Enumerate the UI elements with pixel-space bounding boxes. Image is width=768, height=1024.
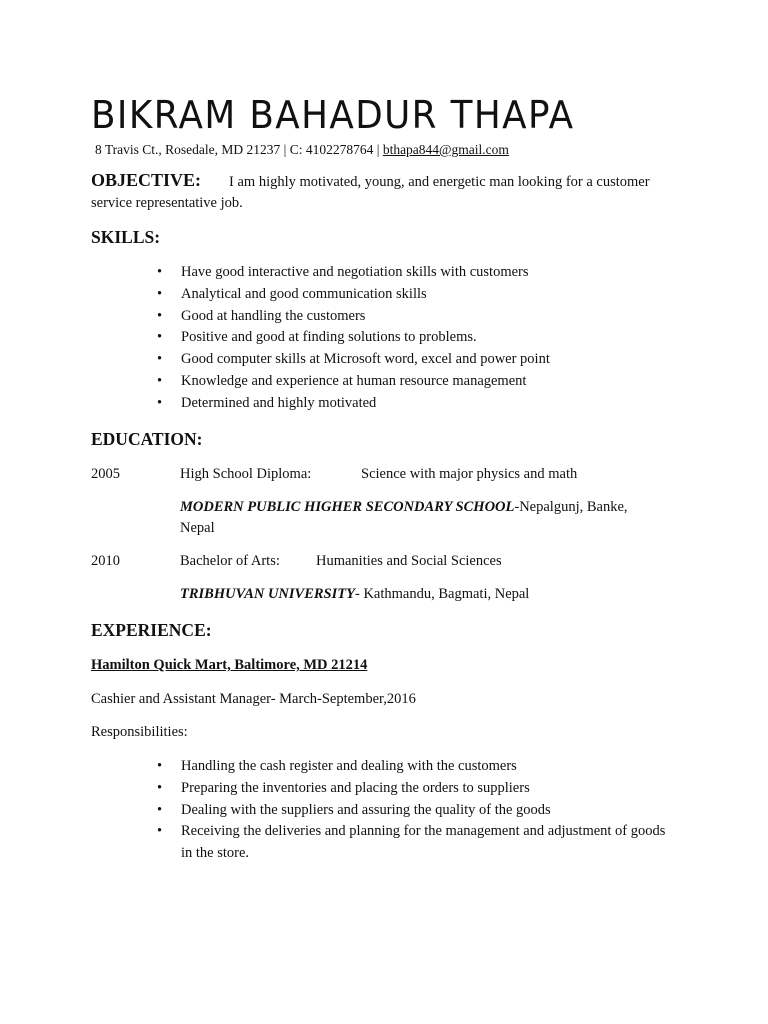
education-year: 2005 <box>91 466 120 482</box>
bullet-icon: • <box>157 372 163 389</box>
skill-text: Positive and good at finding solutions to problems. <box>181 329 477 346</box>
responsibility-text: Receiving the deliveries and planning for the management and adjustment of goods in the store. <box>181 823 666 862</box>
objective-section <box>91 170 651 214</box>
list-item <box>155 327 550 349</box>
bullet-icon: • <box>157 285 163 302</box>
education-degree: High School Diploma: <box>180 466 312 482</box>
skill-text: Determined and highly motivated <box>181 394 377 411</box>
responsibility-text: Preparing the inventories and placing the orders to suppliers <box>181 779 530 796</box>
list-item <box>155 349 550 371</box>
list-item <box>155 371 550 393</box>
school-name: MODERN PUBLIC HIGHER SECONDARY SCHOOL <box>180 499 515 515</box>
bullet-icon: • <box>157 823 163 840</box>
list-item <box>155 306 550 328</box>
list-item <box>155 284 550 306</box>
separator: | <box>283 142 287 157</box>
list-item <box>155 821 666 865</box>
school-location: - Kathmandu, Bagmati, Nepal <box>354 586 530 602</box>
education-school <box>180 497 660 539</box>
email-link[interactable]: bthapa844@gmail.com <box>382 142 509 157</box>
experience-heading: EXPERIENCE: <box>91 620 212 640</box>
list-item <box>155 756 666 778</box>
bullet-icon: • <box>157 351 163 368</box>
responsibility-text: Handling the cash register and dealing with the customers <box>181 758 517 774</box>
education-degree: Bachelor of Arts: <box>180 553 280 569</box>
bullet-icon: • <box>157 758 163 774</box>
education-field: Science with major physics and math <box>361 466 578 482</box>
responsibility-text: Dealing with the suppliers and assuring the quality of the goods <box>181 801 551 818</box>
education-field: Humanities and Social Sciences <box>316 553 502 569</box>
bullet-icon: • <box>157 307 163 324</box>
objective-heading: OBJECTIVE: <box>91 170 202 190</box>
responsibilities-list <box>155 756 666 865</box>
contact-line <box>95 141 509 158</box>
candidate-name: BIKRAM BAHADUR THAPA <box>91 93 575 137</box>
education-school <box>180 584 660 605</box>
skills-heading: SKILLS: <box>91 227 161 247</box>
list-item <box>155 262 550 284</box>
employer-name: Hamilton Quick Mart, Baltimore, MD 21214 <box>91 657 368 673</box>
bullet-icon: • <box>157 394 163 411</box>
list-item <box>155 778 666 800</box>
school-location: -Nepalgunj, Banke, Nepal <box>180 499 628 536</box>
address: 8 Travis Ct., Rosedale, MD 21237 <box>95 142 281 157</box>
skill-text: Good at handling the customers <box>181 307 366 324</box>
bullet-icon: • <box>157 801 163 818</box>
school-name: TRIBHUVAN UNIVERSITY <box>180 586 355 602</box>
skill-text: Have good interactive and negotiation skills with customers <box>181 264 529 280</box>
skills-list <box>155 262 550 415</box>
list-item <box>155 393 550 415</box>
education-year: 2010 <box>91 553 120 569</box>
list-item <box>155 800 666 822</box>
bullet-icon: • <box>157 329 163 346</box>
skill-text: Knowledge and experience at human resource management <box>181 372 527 389</box>
phone: C: 4102278764 <box>289 142 374 157</box>
separator: | <box>376 142 380 157</box>
skill-text: Analytical and good communication skills <box>181 285 427 302</box>
objective-text: I am highly motivated, young, and energetic man looking for a customer service representative job. <box>91 174 650 211</box>
education-heading: EDUCATION: <box>91 429 203 449</box>
job-position: Cashier and Assistant Manager- March-September,2016 <box>91 691 416 707</box>
bullet-icon: • <box>157 264 163 280</box>
skill-text: Good computer skills at Microsoft word, excel and power point <box>181 351 550 368</box>
bullet-icon: • <box>157 779 163 796</box>
responsibilities-label: Responsibilities: <box>91 724 188 740</box>
